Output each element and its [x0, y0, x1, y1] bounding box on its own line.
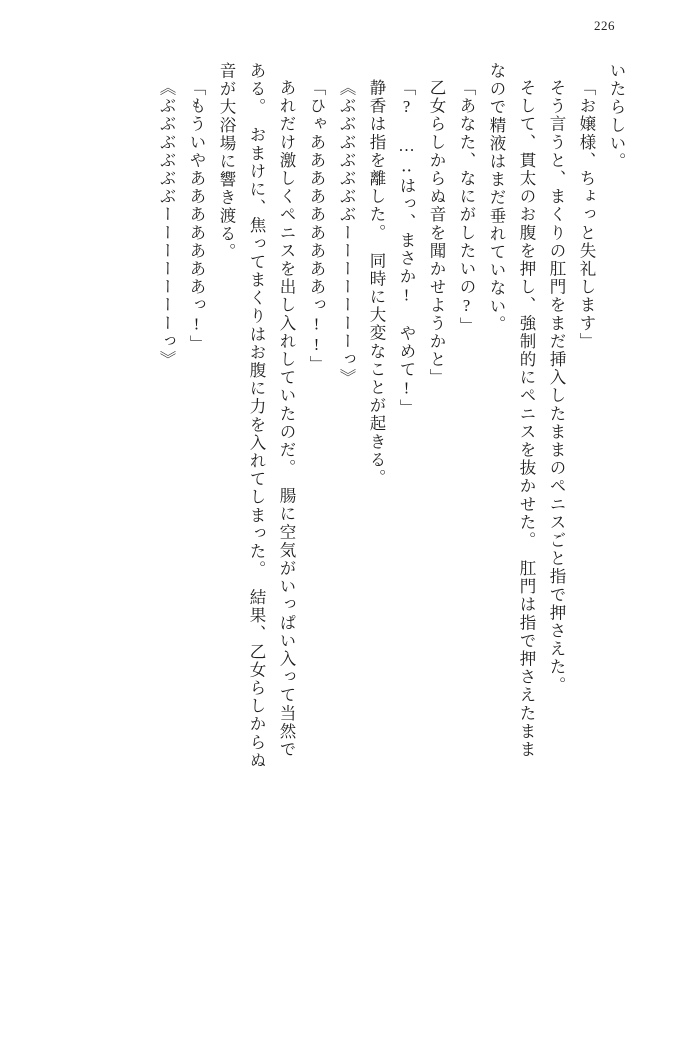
- vertical-text-body: [62, 62, 631, 1020]
- text-line: なので精液はまだ垂れていない。: [487, 62, 506, 334]
- text-line: 《ぶぶぶぶぶぶぶーーーーーーーっ》: [337, 79, 356, 387]
- text-line: 「お嬢様、ちょっと失礼します」: [577, 79, 596, 351]
- text-line: いたらしい。: [607, 62, 626, 171]
- text-line: 静香は指を離した。 同時に大変なことが起きる。: [367, 79, 386, 488]
- page-number: 226: [594, 18, 615, 33]
- text-line: 音が大浴場に響き渡る。: [217, 62, 236, 262]
- text-line: そして、貫太のお腹を押し、強制的にペニスを抜かせた。 肛門は指で押さえたまま: [517, 79, 536, 759]
- text-line: あれだけ激しくペニスを出し入れしていたのだ。 腸に空気がいっぱい入って当然で: [277, 79, 296, 759]
- text-line: 「もういやあああああああっ!」: [187, 79, 206, 353]
- text-line: 乙女らしからぬ音を聞かせようかと」: [427, 79, 446, 387]
- text-line: 「あなた、なにがしたいの?」: [457, 79, 476, 335]
- text-line: ある。 おまけに、焦ってまくりはお腹に力を入れてしまった。 結果、乙女らしからぬ: [247, 62, 266, 770]
- text-line: そう言うと、まくりの肛門をまだ挿入したままのペニスごと指で押さえた。: [547, 79, 566, 695]
- text-line: 「? …‥はっ、まさか! やめて!」: [397, 79, 416, 418]
- text-line: 《ぶぶぶぶぶぶーーーーーーーっ》: [157, 79, 176, 369]
- text-line: 「ひゃあああああああああっ!!」: [307, 79, 326, 374]
